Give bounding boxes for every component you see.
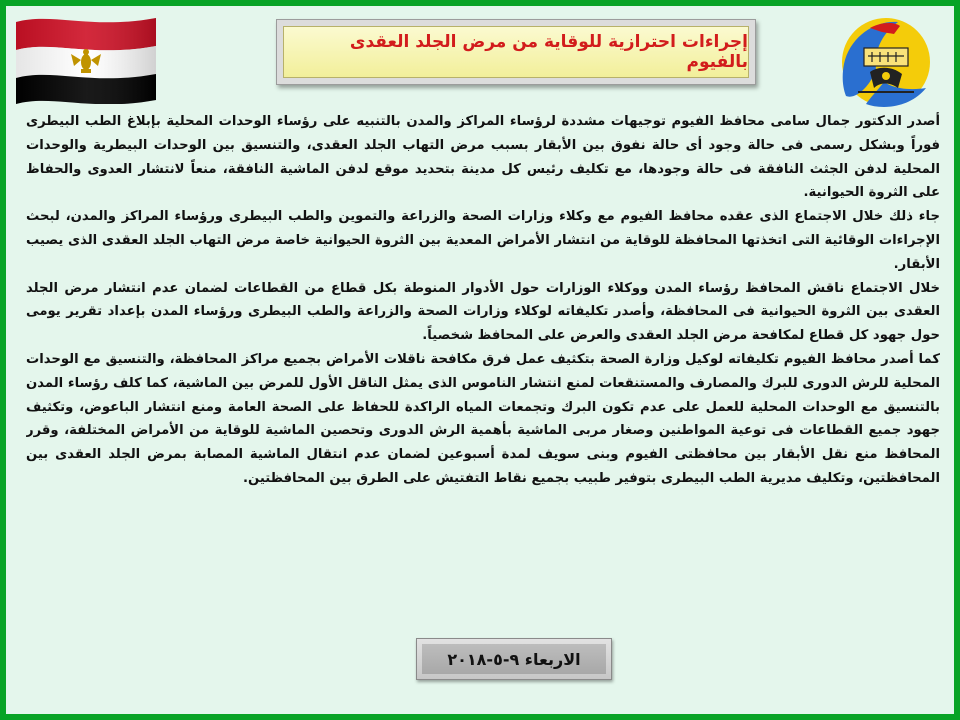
date-label: الاربعاء ٩-٥-٢٠١٨ xyxy=(422,644,606,674)
page-title: إجراءات احترازية للوقاية من مرض الجلد العقدى بالفيوم xyxy=(283,26,749,78)
article-paragraph: أصدر الدكتور جمال سامى محافظ الفيوم توجيهات مشددة لرؤساء المراكز والمدن بالتنبيه على رؤساء الوحدات المحلية بإبلاغ الطب البيطرى فوراً وبشكل رسمى فى حالة وجود أى حالة نفوق بين الأبقار بسبب مرض التهاب الجلد العقدى، والتنسيق بين الوحدات البيطرية والوحدات المحلية لدفن الجثث النافقة فى حالة وجودها، مع تكليف رئيس كل مدينة بتحديد موقع لدفن الماشية النافقة، منعاً لانتشار العدوى والحفاظ على الثروة الحيوانية. xyxy=(26,114,940,201)
egypt-flag-icon xyxy=(12,12,160,104)
date-frame xyxy=(416,638,612,680)
fayoum-governorate-logo-icon xyxy=(836,16,934,112)
article-body xyxy=(26,110,940,560)
article-paragraph: جاء ذلك خلال الاجتماع الذى عقده محافظ الفيوم مع وكلاء وزارات الصحة والزراعة والتموين والطب البيطرى ورؤساء المراكز والمدن، لبحث الإجراءات الوقائية التى اتخذتها المحافظة للوقاية من انتشار الأمراض المعدية بين الثروة الحيوانية خاصة مرض التهاب الجلد العقدى الذى يصيب الأبقار. xyxy=(26,209,940,272)
slide-page xyxy=(6,6,954,714)
article-paragraph: خلال الاجتماع ناقش المحافظ رؤساء المدن ووكلاء الوزارات حول الأدوار المنوطة بكل قطاع من القطاعات لضمان عدم انتشار مرض الجلد العقدى بين الثروة الحيوانية فى المحافظة، وأصدر تكليفاته لوكلاء وزارات الصحة والزراعة والطب البيطرى ورؤساء المدن بإعداد تقرير يومى حول جهود كل قطاع لمكافحة مرض الجلد العقدى والعرض على المحافظ شخصياً. xyxy=(26,280,940,344)
article-paragraph: كما أصدر محافظ الفيوم تكليفاته لوكيل وزارة الصحة بتكثيف عمل فرق مكافحة ناقلات الأمراض بجميع مراكز المحافظة، والتنسيق مع الوحدات المحلية للرش الدورى للبرك والمصارف والمستنقعات لمنع انتشار الناموس الذى يمثل الناقل الأول للمرض بين الماشية، كما كلف رؤساء المدن بالتنسيق مع الوحدات المحلية للعمل على عدم تكون البرك وتجمعات المياه الراكدة للحفاظ على الصحة العامة ومنع انتشار الباعوض، وتكثيف جهود جميع القطاعات فى توعية المواطنين وصغار مربى الماشية بأهمية الرش الدورى وتحصين الماشية للوقاية من الأمراض المختلفة، وقرر المحافظ منع نقل الأبقار بين محافظتى الفيوم وبنى سويف لمدة أسبوعين لضمان عدم انتقال الماشية المصابة بمرض الجلد العقدى بين المحافظتين، وتكليف مديرية الطب البيطرى بتوفير طبيب بجميع نقاط التفتيش على الطرق بين المحافظتين. xyxy=(26,351,940,486)
title-frame xyxy=(276,19,756,85)
